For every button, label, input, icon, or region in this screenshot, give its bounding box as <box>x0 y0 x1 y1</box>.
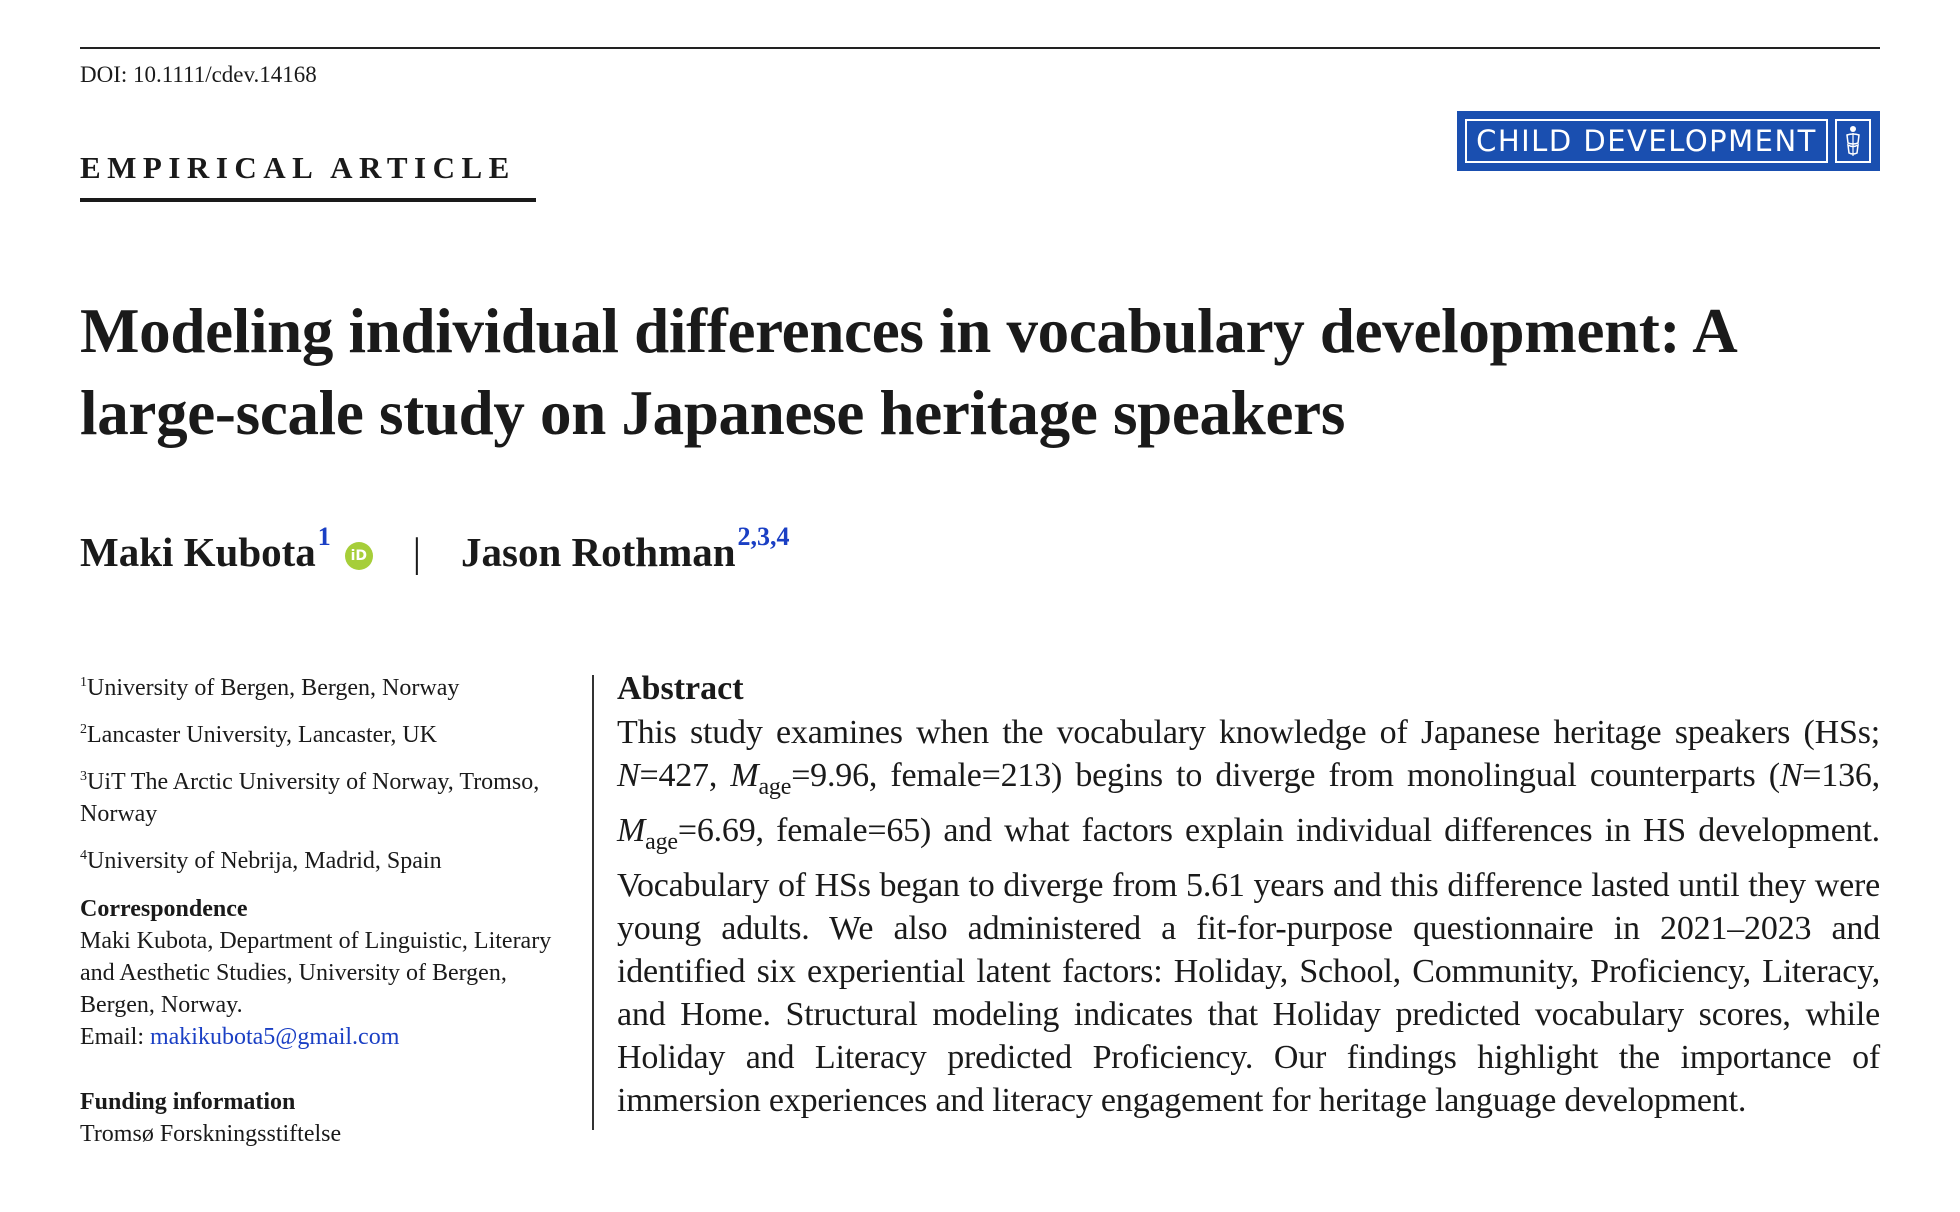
correspondence-text: Maki Kubota, Department of Linguistic, Literary and Aesthetic Studies, University of Bergen, Bergen, Norway. <box>80 928 552 1018</box>
funding-text: Tromsø Forskningsstiftelse <box>80 1121 342 1147</box>
affiliations <box>80 667 560 887</box>
correspondence <box>80 893 560 1053</box>
doi: DOI: 10.1111/cdev.14168 <box>80 62 317 87</box>
abstract-heading: Abstract <box>617 670 744 707</box>
srcd-seal-icon <box>1835 119 1871 163</box>
author-affil-ref[interactable]: 2,3,4 <box>737 522 790 551</box>
journal-name: CHILD DEVELOPMENT <box>1465 119 1828 163</box>
correspondence-email: Email: makikubota5@gmail.com <box>80 1024 400 1050</box>
article-title: Modeling individual differences in vocabulary development: A large-scale study on Japanese heritage speakers <box>80 296 1734 448</box>
affiliation-item: $^4$University of Nebrija, Madrid, Spain <box>80 848 442 874</box>
affiliation-item: $^1$University of Bergen, Bergen, Norway <box>80 675 460 701</box>
affiliation-item: $^2$Lancaster University, Lancaster, UK <box>80 722 438 748</box>
journal-logo[interactable] <box>1457 111 1880 171</box>
funding-heading: Funding information <box>80 1089 296 1115</box>
author-name[interactable]: Maki Kubota <box>80 529 316 575</box>
correspondence-heading: Correspondence <box>80 896 248 922</box>
article-type-label: EMPIRICAL ARTICLE <box>80 150 516 185</box>
author-separator: | <box>412 529 422 575</box>
email-link[interactable]: makikubota5@gmail.com <box>149 1024 400 1050</box>
orcid-icon[interactable]: iD <box>345 542 373 570</box>
abstract-text: This study examines when the vocabulary knowledge of Japanese heritage speakers (HSs; N=427, $M_{age}=9.96$, female=213) begins to diverge from monolingual counterparts (N=136, $M_{age}=6.69$, female=65) and what factors explain individual differences in HS development. Vocabulary of HSs began to diverge from 5.61 years and this difference lasted until they were young adults. We also administered a fit-for-purpose questionnaire in 2021–2023 and identified six experiential latent factors: Holiday, School, Community, Proficiency, Literacy, and Home. Structural modeling indicates that Holiday predicted vocabulary scores, while Holiday and Literacy predicted Proficiency. Our findings highlight the importance of immersion experiences and literacy engagement for heritage language development. <box>617 714 1880 1119</box>
author-name[interactable]: Jason Rothman <box>461 529 736 575</box>
top-rule <box>80 47 1880 49</box>
column-divider <box>592 675 594 1130</box>
author-affil-ref[interactable]: 1 <box>317 522 331 551</box>
article-type-underline <box>80 198 536 202</box>
abstract <box>617 667 1880 1122</box>
author-list <box>80 522 790 576</box>
affiliation-item: $^3$UiT The Arctic University of Norway, Tromso, Norway <box>80 769 540 827</box>
funding-info <box>80 1086 560 1150</box>
